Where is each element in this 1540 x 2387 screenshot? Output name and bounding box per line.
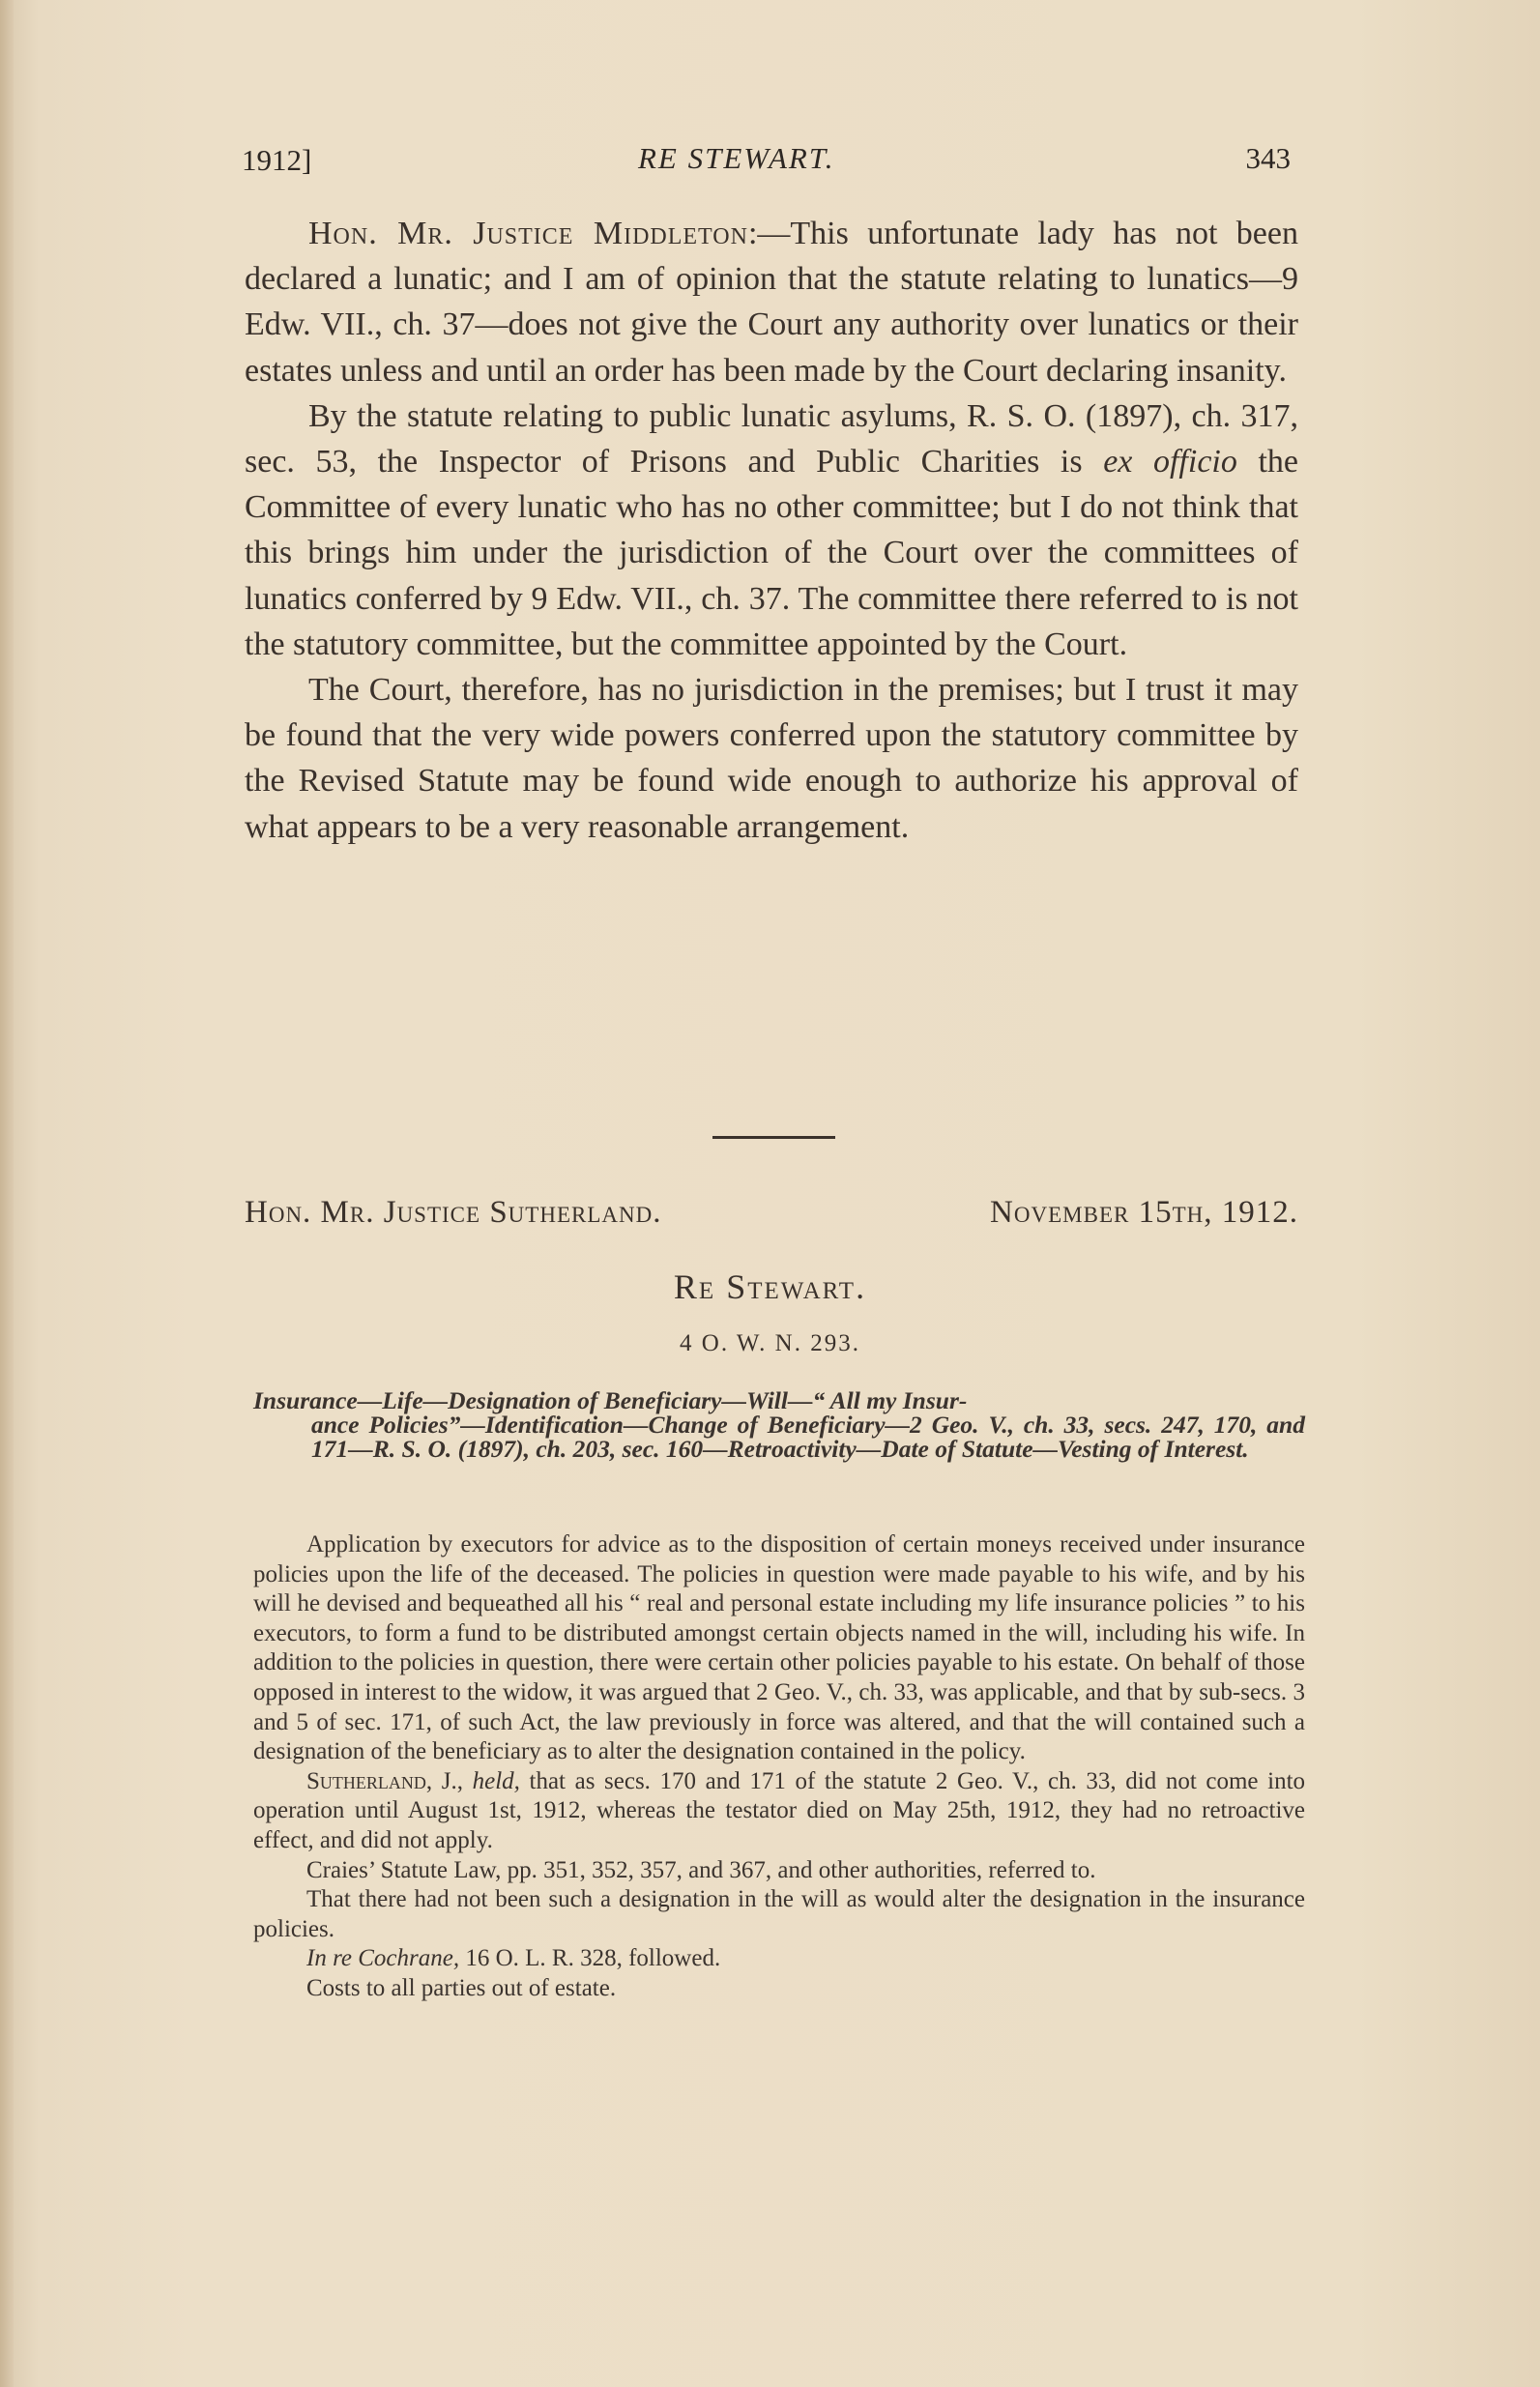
page-gutter [0, 0, 14, 2387]
headnote-paragraph-5: In re Cochrane, 16 O. L. R. 328, followed. [306, 1945, 721, 1972]
section-divider [712, 1136, 835, 1139]
headnote-paragraph-1: Application by executors for advice as to the disposition of certain moneys received under insurance policies upon the life of the deceased. The policies in question were made payable to his wife, and by his will he devised and bequeathed all his “ real and personal estate including my life insurance policies ” to his executors, to form a fund to be distributed amongst certain objects named in the will, including his wife. In addition to the policies in question, there were certain other policies payable to his estate. On behalf of those opposed in interest to the widow, it was argued that 2 Geo. V., ch. 33, was applicable, and that by sub-secs. 3 and 5 of sec. 171, of such Act, the law previously in force was altered, and that the will contained such a designation of the beneficiary as to alter the designation contained in the policy. [253, 1531, 1305, 1765]
latin-phrase: ex officio [1103, 444, 1237, 480]
headnote-paragraph-6: Costs to all parties out of estate. [306, 1974, 617, 2001]
page-number: 343 [1245, 141, 1291, 175]
headnote-paragraph-3: Craies’ Statute Law, pp. 351, 352, 357, and 367, and other authorities, referred to. [306, 1856, 1096, 1883]
header-year: 1912] [242, 143, 312, 177]
catchwords-line-1: Insurance—Life—Designation of Beneficiary—Will—“ All my Insur- [253, 1386, 968, 1414]
preceding-opinion [245, 211, 1298, 850]
case-judge: Hon. Mr. Justice Sutherland. [245, 1195, 662, 1230]
case-title: Re Stewart. [673, 1267, 867, 1306]
opinion-paragraph-3: The Court, therefore, has no jurisdiction in the premises; but I trust it may be found that the very wide powers conferred upon the statutory committee by the Revised Statute may be found wide enough to authorize his approval of what appears to be a very reasonable arrangement. [245, 672, 1298, 845]
catchwords-continuation: ance Policies”—Identification—Change of Beneficiary—2 Geo. V., ch. 33, secs. 247, 170, and 171—R. S. O. (1897), ch. 203, sec. 160—Retroactivity—Date of Statute—Vesting of Interest. [311, 1411, 1305, 1463]
opinion-paragraph-1: Hon. Mr. Justice Middleton:—This unfortunate lady has not been declared a lunatic; and I am of opinion that the statute relating to lunatics—9 Edw. VII., ch. 37—does not give the Court any authority over lunatics or their estates unless and until an order has been made by the Court declaring insanity. [245, 216, 1298, 389]
catchwords [253, 1388, 1305, 1461]
headnote-paragraph-4: That there had not been such a designation in the will as would alter the designation in the insurance policies. [253, 1886, 1305, 1942]
running-header [242, 135, 1291, 184]
headnote [253, 1530, 1305, 2004]
judge-name: Hon. Mr. Justice Middleton [308, 216, 748, 251]
header-title: RE STEWART. [638, 141, 835, 175]
case-citation: 4 O. W. N. 293. [680, 1330, 860, 1356]
case-date: November 15th, 1912. [990, 1195, 1298, 1230]
headnote-paragraph-2: Sutherland, J., held, that as secs. 170 and 171 of the statute 2 Geo. V., ch. 33, did not come into operation until August 1st, 1912, whereas the testator died on May 25th, 1912, they had no retroactive effect, and did not apply. [253, 1767, 1306, 1853]
case-judge-line [245, 1195, 1308, 1237]
opinion-paragraph-2: By the statute relating to public lunatic asylums, R. S. O. (1897), ch. 317, sec. 53, the Inspector of Prisons and Public Charities is ex officio the Committee of every lunatic who has no other committee; but I do not think that this brings him under the jurisdiction of the Court over the committees of lunatics conferred by 9 Edw. VII., ch. 37. The committee there referred to is not the statutory committee, but the committee appointed by the Court. [245, 397, 1299, 662]
